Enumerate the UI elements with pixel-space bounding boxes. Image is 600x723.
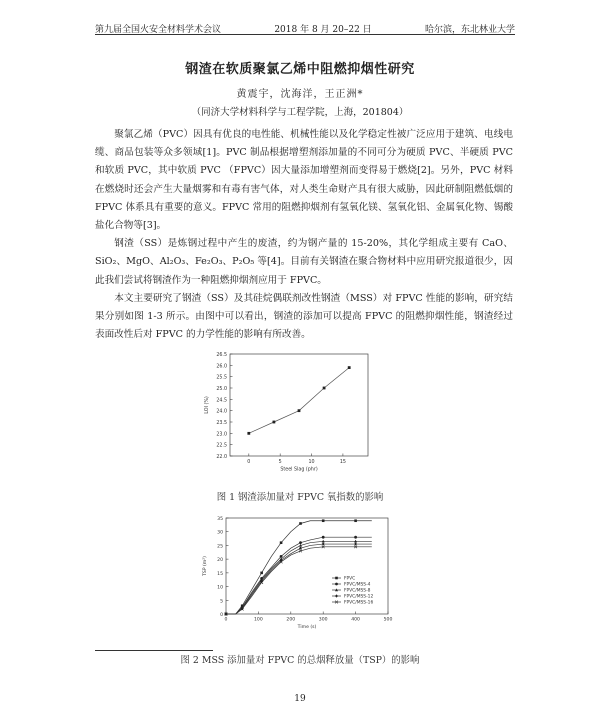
- y-tick-label: 26.0: [216, 364, 227, 370]
- figure-1-chart: [196, 348, 376, 476]
- tsp-data-point: [299, 547, 302, 550]
- y-tick-label: 26.5: [216, 353, 227, 358]
- x-tick-label: 15: [339, 459, 346, 465]
- conference-location: 哈尔滨，东北林业大学: [424, 25, 515, 35]
- legend-label: FPVC/MSS-8: [344, 588, 371, 594]
- tsp-data-point: [354, 536, 357, 539]
- legend-label: FPVC: [344, 576, 356, 582]
- y-axis-label: LOI (%): [205, 396, 210, 414]
- paragraph-3: 本文主要研究了钢渣（SS）及其硅烷偶联剂改性钢渣（MSS）对 FPVC 性能的影响，研究结果分别如图 1-3 所示。由图中可以看出，钢渣的添加可以提高 FPVC 的阻燃抑烟性能，钢渣经过表面改性后对 FPVC 的力学性能的影响有所改善。: [95, 292, 513, 341]
- y-tick-label: 25: [217, 544, 223, 550]
- legend-label: FPVC/MSS-12: [344, 594, 374, 600]
- x-axis-label: Steel Slag (phr): [280, 467, 318, 473]
- paper-authors: 黄震宇，沈海洋，王正洲*: [236, 89, 364, 100]
- paper-affiliation: （同济大学材料科学与工程学院，上海，201804）: [191, 107, 409, 118]
- x-axis-label: Time (s): [297, 625, 317, 631]
- tsp-data-point: [280, 555, 283, 558]
- y-tick-label: 0: [220, 613, 223, 618]
- paper-title: 钢渣在软质聚氯乙烯中阻燃抑烟性研究: [185, 62, 415, 77]
- y-tick-label: 22.0: [216, 455, 227, 460]
- y-tick-label: 23.5: [216, 421, 227, 426]
- conference-date: 2018 年 8 月 20–22 日: [274, 25, 372, 35]
- loi-series-line: [249, 368, 349, 434]
- x-tick-label: 0: [224, 617, 228, 623]
- y-tick-label: 25.0: [216, 387, 227, 392]
- y-tick-label: 23.0: [216, 432, 227, 438]
- x-tick-label: 10: [308, 459, 315, 465]
- body-text: [95, 126, 513, 344]
- y-tick-label: 35: [217, 517, 223, 522]
- x-tick-label: 5: [278, 459, 282, 465]
- tsp-data-point: [322, 519, 325, 522]
- figure-1-caption: 图 1 钢渣添加量对 FPVC 氧指数的影响: [216, 492, 384, 503]
- x-tick-label: 400: [351, 617, 360, 623]
- figure-2-caption: 图 2 MSS 添加量对 FPVC 的总烟释放量（TSP）的影响: [180, 655, 420, 666]
- legend-label: FPVC/MSS-4: [344, 582, 371, 588]
- loi-data-point: [298, 409, 301, 412]
- footnote-rule: [95, 650, 213, 651]
- tsp-data-point: [335, 577, 338, 580]
- x-tick-label: 0: [247, 459, 251, 465]
- y-tick-label: 5: [220, 599, 223, 605]
- x-tick-label: 300: [318, 617, 328, 623]
- conference-name: 第九届全国火安全材料学术会议: [95, 25, 222, 35]
- tsp-data-point: [335, 583, 338, 586]
- figure-2-chart: [196, 514, 396, 640]
- tsp-data-point: [354, 542, 357, 545]
- loi-data-point: [247, 432, 250, 435]
- loi-data-point: [273, 421, 276, 424]
- tsp-data-point: [335, 594, 338, 597]
- y-tick-label: 24.0: [216, 409, 227, 415]
- page-number: 19: [294, 694, 306, 704]
- y-tick-label: 22.5: [216, 443, 227, 449]
- y-tick-label: 10: [217, 585, 223, 591]
- tsp-data-point: [280, 541, 283, 544]
- loi-data-point: [348, 366, 351, 369]
- tsp-data-point: [322, 536, 325, 539]
- y-tick-label: 25.5: [216, 375, 227, 381]
- y-tick-label: 20: [217, 558, 223, 564]
- x-tick-label: 100: [254, 617, 263, 623]
- x-tick-label: 500: [383, 617, 393, 623]
- paragraph-1: 聚氯乙烯（PVC）因具有优良的电性能、机械性能以及化学稳定性被广泛应用于建筑、电线电缆、商品包装等众多领域[1]。PVC 制品根据增塑剂添加量的不同可分为硬质 PVC、半硬质 PVC 和软质 PVC，其中软质 PVC （FPVC）因大量添加增塑剂而变得易于燃烧[2]。另外，PVC 材料在燃烧时还会产生大量烟雾和有毒有害气体，对人类生命财产具有很大威胁，因此研制阻燃低烟的 FPVC 体系具有重要的意义。FPVC 常用的阻燃抑烟剂有氢氧化镁、氢氧化铝、金属氧化物、锡酸盐化合物等[3]。: [95, 129, 513, 232]
- tsp-data-point: [322, 542, 325, 545]
- legend-label: FPVC/MSS-16: [344, 600, 374, 606]
- y-axis-label: TSP (m²): [203, 556, 208, 576]
- x-tick-label: 200: [286, 617, 296, 623]
- tsp-data-point: [354, 519, 357, 522]
- tsp-data-point: [299, 522, 302, 525]
- paragraph-2: 钢渣（SS）是炼钢过程中产生的废渣，约为钢产量的 15-20%，其化学组成主要有 CaO、SiO₂、MgO、Al₂O₃、Fe₂O₃、P₂O₅ 等[4]。目前有关钢渣在聚合物材料中应用研究报道很少，因此我们尝试将钢渣作为一种阻燃抑烟剂应用于 FPVC。: [95, 238, 513, 286]
- tsp-data-point: [260, 572, 263, 575]
- y-tick-label: 15: [217, 571, 223, 577]
- header-rule: [95, 34, 515, 35]
- y-tick-label: 24.5: [216, 398, 227, 404]
- y-tick-label: 30: [217, 530, 223, 536]
- tsp-data-point: [299, 541, 302, 544]
- loi-data-point: [323, 387, 326, 390]
